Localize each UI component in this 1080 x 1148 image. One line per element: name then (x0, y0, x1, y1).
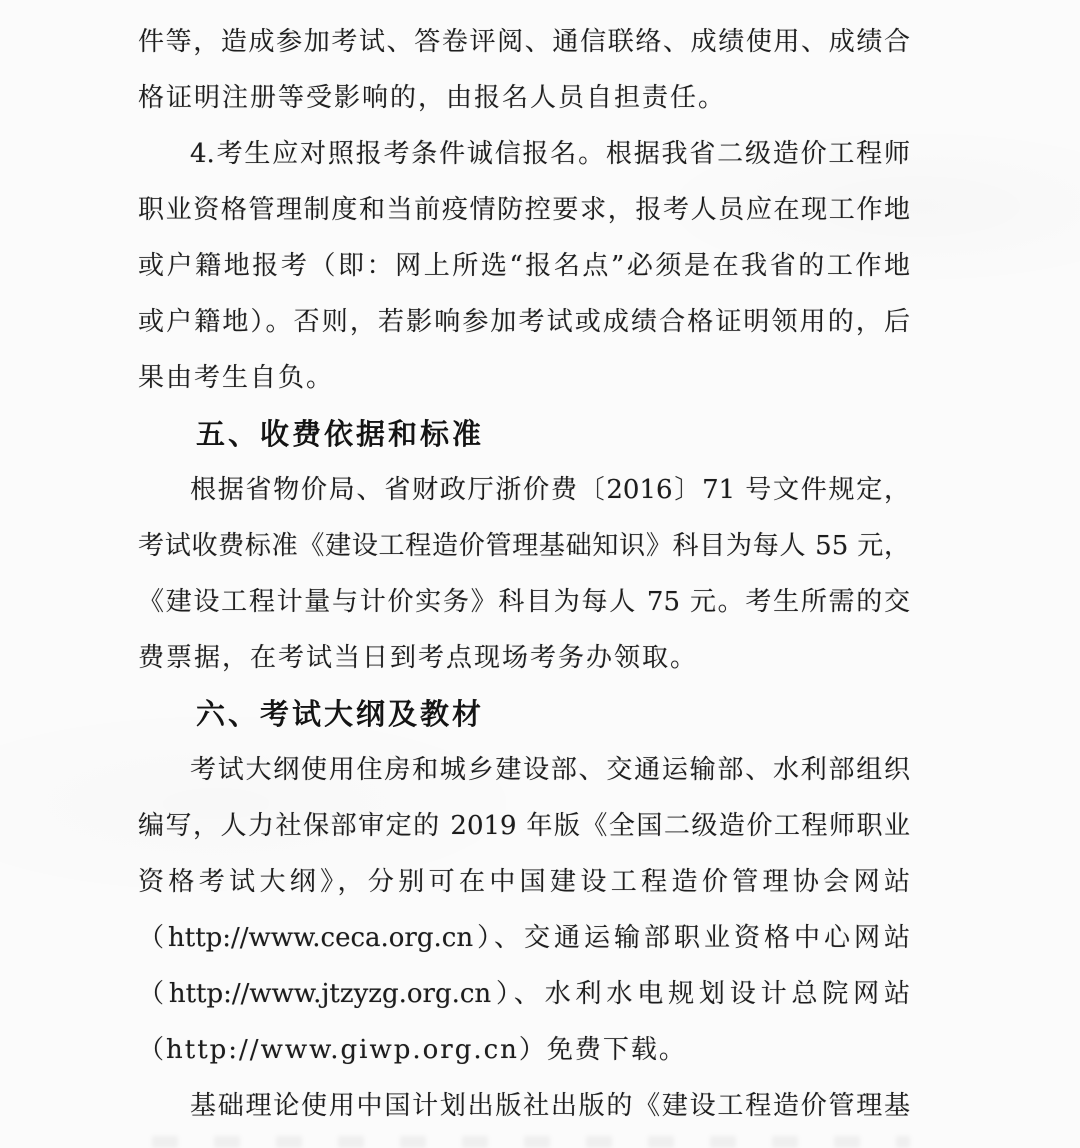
doc-line: 《建设工程计量与计价实务》科目为每人 75 元。考生所需的交 (138, 587, 910, 617)
doc-line-syllabus-para-start: 考试大纲使用住房和城乡建设部、交通运输部、水利部组织 (190, 755, 910, 785)
doc-line: 考试收费标准《建设工程造价管理基础知识》科目为每人 55 元， (138, 531, 910, 561)
doc-line-url-giwp: （http://www.giwp.org.cn）免费下载。 (138, 1035, 687, 1065)
doc-line: 资格考试大纲》，分别可在中国建设工程造价管理协会网站 (138, 867, 910, 897)
doc-line-textbook-para-start: 基础理论使用中国计划出版社出版的《建设工程造价管理基 (190, 1091, 910, 1121)
section-heading-fees: 五、收费依据和标准 (196, 417, 485, 451)
doc-line-url-jtzyzg: （http://www.jtzyzg.org.cn）、水利水电规划设计总院网站 (138, 979, 910, 1009)
doc-line: 或户籍地报考（即：网上所选“报名点”必须是在我省的工作地 (138, 251, 910, 281)
doc-line: 果由考生自负。 (138, 363, 335, 393)
doc-line: 格证明注册等受影响的，由报名人员自担责任。 (138, 83, 727, 113)
document-page (138, 14, 910, 1134)
doc-line: 或户籍地）。否则，若影响参加考试或成绩合格证明领用的，后 (138, 307, 910, 337)
doc-line: 件等，造成参加考试、答卷评阅、通信联络、成绩使用、成绩合 (138, 27, 910, 57)
cutoff-next-line-ghost (138, 1136, 910, 1148)
doc-line: 费票据，在考试当日到考点现场考务办领取。 (138, 643, 699, 673)
doc-line: 编写，人力社保部审定的 2019 年版《全国二级造价工程师职业 (138, 811, 910, 841)
section-heading-syllabus: 六、考试大纲及教材 (196, 697, 485, 731)
doc-line-fees-para-start: 根据省物价局、省财政厅浙价费〔2016〕71 号文件规定， (190, 475, 910, 505)
doc-line-item-4-start: 4.考生应对照报考条件诚信报名。根据我省二级造价工程师 (190, 139, 910, 169)
doc-line-url-ceca: （http://www.ceca.org.cn）、交通运输部职业资格中心网站 (138, 923, 910, 953)
doc-line: 职业资格管理制度和当前疫情防控要求，报考人员应在现工作地 (138, 195, 910, 225)
